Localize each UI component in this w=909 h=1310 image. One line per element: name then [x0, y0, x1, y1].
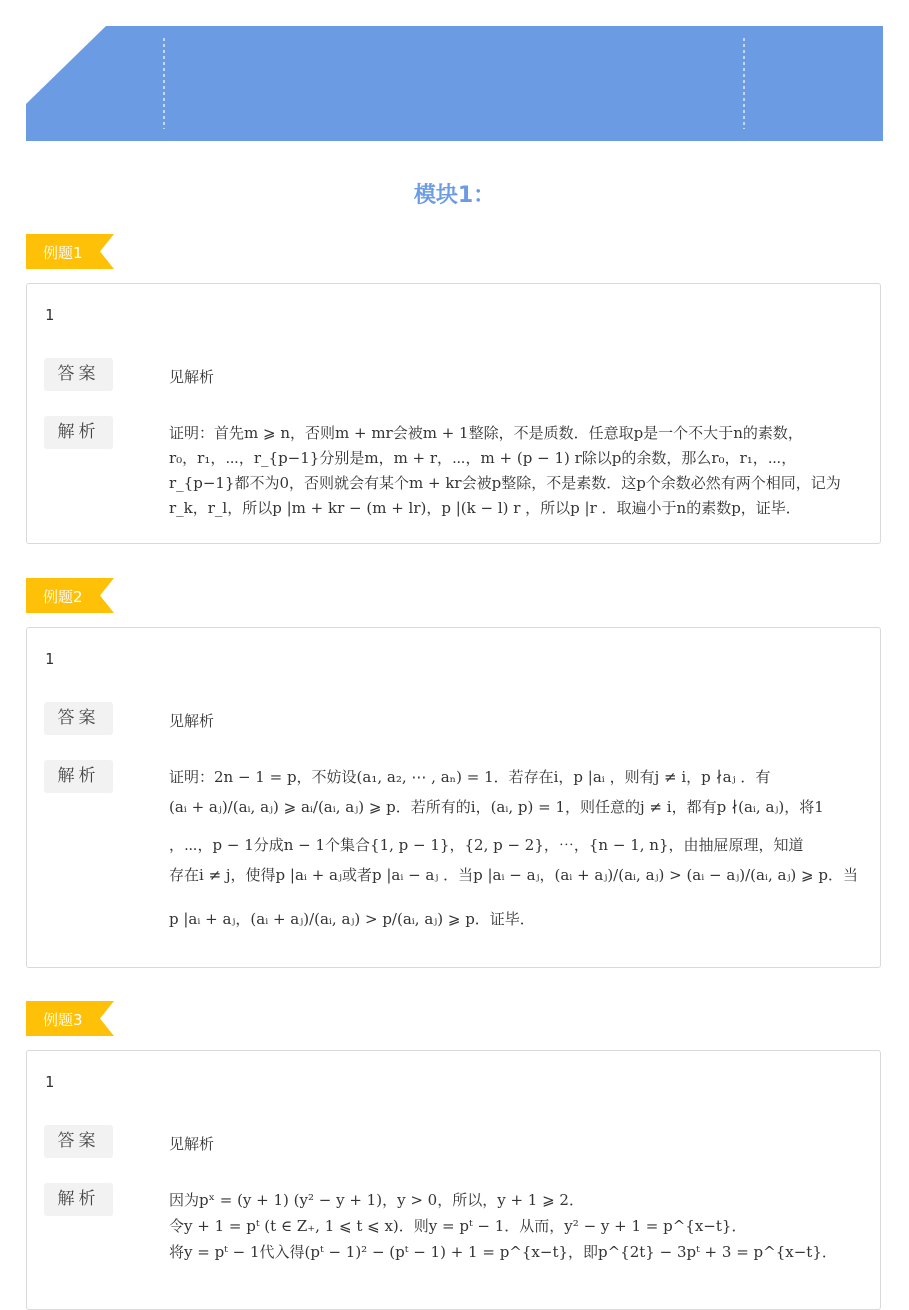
example-card	[26, 627, 881, 968]
analysis-label: 解析	[44, 760, 113, 793]
example-tag-label: 例题2	[43, 588, 83, 606]
question-number: 1	[45, 650, 55, 668]
example-tag-label: 例题1	[43, 244, 83, 262]
analysis-line: r_{p−1}都不为0，否则就会有某个m + kr会被p整除，不是素数．这p个余数必然有两个相同，记为	[169, 474, 841, 492]
header-banner	[26, 26, 883, 141]
answer-label: 答案	[44, 702, 113, 735]
analysis-line: 存在i ≠ j，使得p |aᵢ + aⱼ或者p |aᵢ − aⱼ ．当p |aᵢ − aⱼ，(aᵢ + aⱼ)/(aᵢ, aⱼ) > (aᵢ − aⱼ)/(aᵢ, aⱼ) ⩾ p．当	[169, 866, 858, 884]
answer-label: 答案	[44, 1125, 113, 1158]
example-tag	[26, 234, 114, 269]
example-card	[26, 1050, 881, 1310]
example-card	[26, 283, 881, 544]
analysis-line: 因为pˣ = (y + 1) (y² − y + 1)，y > 0，所以，y + 1 ⩾ 2．	[169, 1191, 584, 1209]
analysis-line: 令y + 1 = pᵗ (t ∈ Z₊, 1 ⩽ t ⩽ x)．则y = pᵗ − 1．从而，y² − y + 1 = p^{x−t}．	[169, 1217, 747, 1235]
module-title: 模块1：	[413, 183, 496, 208]
analysis-label: 解析	[44, 1183, 113, 1216]
answer-label: 答案	[44, 358, 113, 391]
analysis-line: (aᵢ + aⱼ)/(aᵢ, aⱼ) ⩾ aᵢ/(aᵢ, aⱼ) ⩾ p．若所有的i，(aᵢ, p) = 1，则任意的j ≠ i，都有p ∤(aᵢ, aⱼ)，将1	[169, 798, 824, 816]
analysis-line: 证明：首先m ⩾ n，否则m + mr会被m + 1整除，不是质数．任意取p是一个不大于n的素数，	[169, 424, 803, 442]
example-tag-label: 例题3	[43, 1011, 83, 1029]
analysis-line: 将y = pᵗ − 1代入得(pᵗ − 1)² − (pᵗ − 1) + 1 = p^{x−t}，即p^{2t} − 3pᵗ + 3 = p^{x−t}．	[169, 1243, 837, 1261]
question-number: 1	[45, 306, 55, 324]
analysis-line: r₀，r₁，⋯，r_{p−1}分别是m，m + r，⋯，m + (p − 1) r除以p的余数，那么r₀，r₁，⋯，	[169, 449, 797, 467]
answer-text: 见解析	[169, 1135, 215, 1153]
analysis-line: 证明：2n − 1 = p，不妨设(a₁, a₂, ⋯ , aₙ) = 1．若存在i，p |aᵢ ，则有j ≠ i，p ∤aⱼ ．有	[169, 768, 771, 786]
answer-text: 见解析	[169, 368, 215, 386]
question-number: 1	[45, 1073, 55, 1091]
answer-text: 见解析	[169, 712, 215, 730]
analysis-line: r_k，r_l，所以p |m + kr − (m + lr)，p |(k − l) r ，所以p |r ．取遍小于n的素数p，证毕．	[169, 499, 801, 517]
example-tag	[26, 1001, 114, 1036]
example-tag	[26, 578, 114, 613]
analysis-label: 解析	[44, 416, 113, 449]
analysis-line: p |aᵢ + aⱼ，(aᵢ + aⱼ)/(aᵢ, aⱼ) > p/(aᵢ, aⱼ) ⩾ p．证毕．	[169, 910, 535, 928]
analysis-line: ，⋯，p − 1分成n − 1个集合{1, p − 1}，{2, p − 2}，⋯，{n − 1, n}，由抽屉原理，知道	[169, 836, 804, 854]
